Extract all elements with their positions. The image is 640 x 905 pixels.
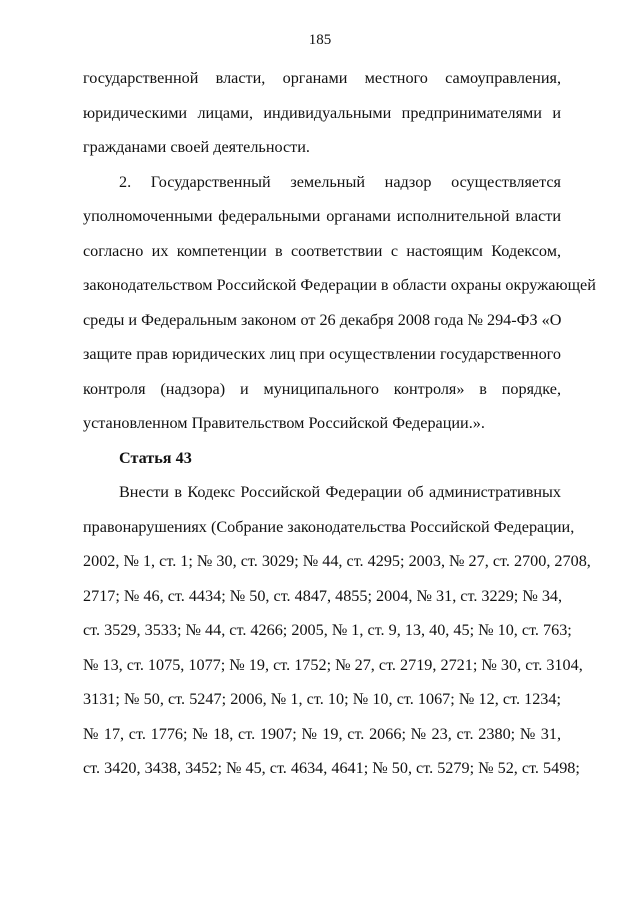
text-line: Внести в Кодекс Российской Федерации об административных [119, 483, 561, 501]
text-line: уполномоченными федеральными органами исполнительной власти [83, 207, 561, 225]
text-line: контроля (надзора) и муниципального контроля» в порядке, [83, 379, 561, 398]
paragraph-continuation [83, 68, 561, 172]
text-line: государственной власти, органами местного самоуправления, [83, 69, 561, 87]
article-title: Статья 43 [119, 448, 192, 467]
text-line: 3131; № 50, ст. 5247; 2006, № 1, ст. 10; № 10, ст. 1067; № 12, ст. 1234; [83, 690, 561, 708]
text-line: установленном Правительством Российской Федерации.». [83, 414, 485, 432]
text-line: правонарушениях (Собрание законодательства Российской Федерации, [83, 517, 575, 536]
text-line: 2002, № 1, ст. 1; № 30, ст. 3029; № 44, ст. 4295; 2003, № 27, ст. 2700, 2708, [83, 552, 591, 570]
article-heading [83, 448, 561, 483]
text-line: законодательством Российской Федерации в области охраны окружающей [83, 276, 596, 294]
text-line: № 17, ст. 1776; № 18, ст. 1907; № 19, ст. 2066; № 23, ст. 2380; № 31, [83, 724, 561, 743]
text-line: среды и Федеральным законом от 26 декабря 2008 года № 294-ФЗ «О [83, 310, 562, 329]
text-line: ст. 3420, 3438, 3452; № 45, ст. 4634, 4641; № 50, ст. 5279; № 52, ст. 5498; [83, 759, 580, 777]
text-line: 2717; № 46, ст. 4434; № 50, ст. 4847, 4855; 2004, № 31, ст. 3229; № 34, [83, 586, 563, 605]
text-line: ст. 3529, 3533; № 44, ст. 4266; 2005, № 1, ст. 9, 13, 40, 45; № 10, ст. 763; [83, 621, 572, 639]
text-line: № 13, ст. 1075, 1077; № 19, ст. 1752; № 27, ст. 2719, 2721; № 30, ст. 3104, [83, 655, 583, 674]
text-line: согласно их компетенции в соответствии с настоящим Кодексом, [83, 241, 561, 260]
paragraph-article-43 [83, 482, 591, 793]
paragraph-item-2 [83, 172, 596, 448]
document-body [83, 68, 596, 793]
text-line: 2. Государственный земельный надзор осуществляется [119, 172, 561, 191]
text-line: защите прав юридических лиц при осуществлении государственного [83, 345, 561, 363]
text-line: гражданами своей деятельности. [83, 138, 310, 156]
text-line: юридическими лицами, индивидуальными предпринимателями и [83, 103, 561, 122]
page-number: 185 [308, 32, 332, 48]
